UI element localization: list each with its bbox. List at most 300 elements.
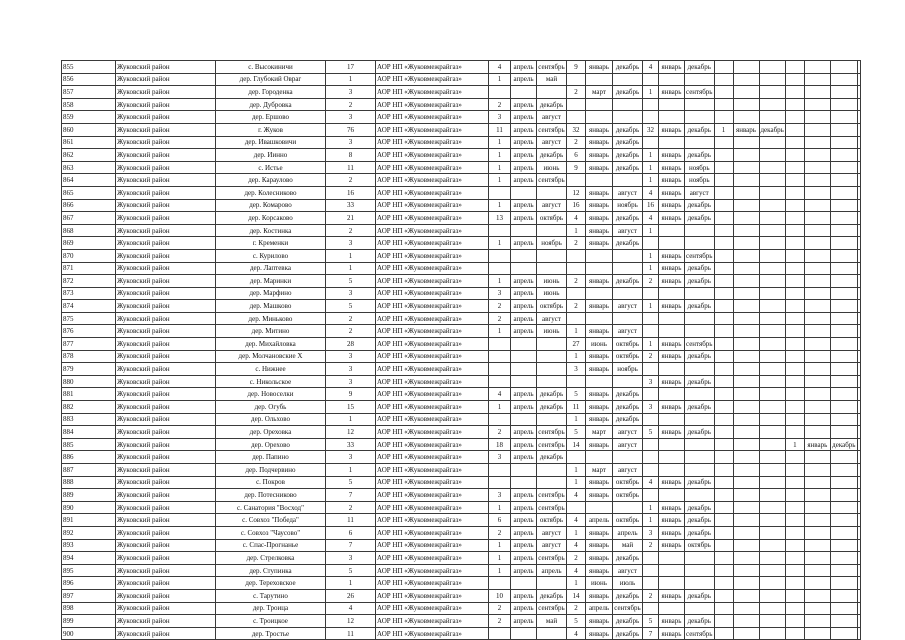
cell-a_from [511, 413, 537, 426]
cell-e3 [830, 627, 857, 640]
cell-c_from [659, 438, 685, 451]
table-row [62, 564, 861, 577]
cell-a_to [537, 375, 567, 388]
cell-a_from: апрель [511, 526, 537, 539]
cell-e3 [830, 123, 857, 136]
cell-a_from: апрель [511, 123, 537, 136]
cell-settlement: дер. Городенка [216, 86, 326, 99]
cell-operator: АОР НП «Жуковмежрайгаз» [376, 539, 489, 552]
cell-c_to: декабрь [685, 375, 715, 388]
cell-e4 [857, 186, 860, 199]
cell-count: 26 [326, 589, 376, 602]
cell-operator: АОР НП «Жуковмежрайгаз» [376, 249, 489, 262]
cell-e1 [785, 174, 804, 187]
cell-c_to [685, 224, 715, 237]
cell-a_n: 1 [489, 149, 511, 162]
cell-e4 [857, 149, 860, 162]
cell-c_to: ноябрь [685, 174, 715, 187]
cell-e1 [785, 388, 804, 401]
cell-d_from [733, 61, 759, 74]
cell-b_from [586, 262, 613, 275]
cell-d_to [759, 615, 785, 628]
cell-settlement: дер. Марфино [216, 287, 326, 300]
cell-district: Жуковский район [116, 501, 216, 514]
cell-b_from: январь [586, 237, 613, 250]
cell-b_to [613, 73, 643, 86]
cell-b_from [586, 312, 613, 325]
cell-e1 [785, 73, 804, 86]
table-row [62, 501, 861, 514]
cell-c_n [643, 111, 659, 124]
cell-d_to [759, 136, 785, 149]
cell-a_from: апрель [511, 312, 537, 325]
cell-b_to [613, 312, 643, 325]
cell-d_to [759, 627, 785, 640]
cell-a_from: апрель [511, 539, 537, 552]
cell-c_to: декабрь [685, 426, 715, 439]
cell-b_from: июнь [586, 338, 613, 351]
table-row [62, 224, 861, 237]
cell-settlement: дер. Митино [216, 325, 326, 338]
cell-b_n: 1 [567, 526, 586, 539]
cell-district: Жуковский район [116, 161, 216, 174]
cell-d_n [714, 627, 733, 640]
cell-b_n: 2 [567, 300, 586, 313]
cell-operator: АОР НП «Жуковмежрайгаз» [376, 363, 489, 376]
cell-e2 [804, 526, 830, 539]
cell-c_to: декабрь [685, 262, 715, 275]
table-row [62, 174, 861, 187]
cell-d_to [759, 149, 785, 162]
cell-e2 [804, 199, 830, 212]
cell-e1 [785, 564, 804, 577]
cell-a_from: апрель [511, 199, 537, 212]
cell-district: Жуковский район [116, 615, 216, 628]
cell-settlement: дер. Подчервино [216, 464, 326, 477]
cell-c_from: январь [659, 338, 685, 351]
cell-e3 [830, 161, 857, 174]
cell-settlement: дер. Иинно [216, 149, 326, 162]
cell-d_from [733, 111, 759, 124]
cell-b_to: декабрь [613, 61, 643, 74]
cell-d_from [733, 589, 759, 602]
cell-count: 7 [326, 489, 376, 502]
cell-e3 [830, 526, 857, 539]
cell-b_n [567, 249, 586, 262]
cell-e1 [785, 552, 804, 565]
cell-b_to [613, 98, 643, 111]
cell-b_to: август [613, 224, 643, 237]
cell-district: Жуковский район [116, 589, 216, 602]
cell-e3 [830, 451, 857, 464]
cell-district: Жуковский район [116, 388, 216, 401]
cell-d_to [759, 161, 785, 174]
cell-b_to: декабрь [613, 161, 643, 174]
cell-settlement: дер. Дубровка [216, 98, 326, 111]
cell-e4 [857, 476, 860, 489]
cell-district: Жуковский район [116, 123, 216, 136]
cell-d_to [759, 186, 785, 199]
cell-settlement: дер. Орехово [216, 438, 326, 451]
cell-d_from [733, 401, 759, 414]
cell-d_to [759, 275, 785, 288]
cell-count: 5 [326, 476, 376, 489]
cell-count: 16 [326, 186, 376, 199]
cell-d_from [733, 602, 759, 615]
cell-d_from [733, 224, 759, 237]
cell-b_n [567, 174, 586, 187]
cell-c_from: январь [659, 199, 685, 212]
cell-d_from [733, 186, 759, 199]
cell-operator: АОР НП «Жуковмежрайгаз» [376, 552, 489, 565]
cell-count: 11 [326, 514, 376, 527]
cell-a_from [511, 338, 537, 351]
cell-a_from [511, 375, 537, 388]
cell-settlement: дер. Потесниково [216, 489, 326, 502]
cell-d_to [759, 111, 785, 124]
cell-d_n [714, 212, 733, 225]
cell-a_from: апрель [511, 426, 537, 439]
cell-settlement: дер. Тереховское [216, 577, 326, 590]
cell-e2 [804, 589, 830, 602]
cell-e4 [857, 501, 860, 514]
cell-b_n: 9 [567, 161, 586, 174]
cell-c_n: 2 [643, 275, 659, 288]
cell-a_n [489, 627, 511, 640]
cell-e1 [785, 287, 804, 300]
table-row [62, 338, 861, 351]
cell-e4 [857, 589, 860, 602]
cell-b_n: 1 [567, 464, 586, 477]
cell-e1 [785, 98, 804, 111]
table-row [62, 489, 861, 502]
cell-d_from [733, 149, 759, 162]
cell-e3 [830, 237, 857, 250]
cell-c_n: 4 [643, 212, 659, 225]
cell-e2 [804, 86, 830, 99]
cell-e4 [857, 464, 860, 477]
cell-b_to: декабрь [613, 86, 643, 99]
cell-a_n [489, 464, 511, 477]
cell-d_n [714, 363, 733, 376]
cell-d_n [714, 489, 733, 502]
cell-b_from [586, 501, 613, 514]
cell-b_to: ноябрь [613, 199, 643, 212]
cell-a_to [537, 627, 567, 640]
cell-d_n [714, 514, 733, 527]
cell-count: 2 [326, 325, 376, 338]
cell-b_from [586, 98, 613, 111]
cell-b_n [567, 98, 586, 111]
cell-a_to: сентябрь [537, 61, 567, 74]
cell-b_from: январь [586, 564, 613, 577]
cell-a_n: 3 [489, 287, 511, 300]
cell-e3 [830, 73, 857, 86]
cell-e4 [857, 413, 860, 426]
cell-a_to: июнь [537, 161, 567, 174]
cell-e2 [804, 451, 830, 464]
cell-d_to: декабрь [759, 123, 785, 136]
cell-a_to: апрель [537, 564, 567, 577]
cell-district: Жуковский район [116, 73, 216, 86]
cell-e2 [804, 426, 830, 439]
cell-e3: декабрь [830, 438, 857, 451]
cell-a_to: декабрь [537, 451, 567, 464]
cell-d_to [759, 552, 785, 565]
cell-e3 [830, 275, 857, 288]
cell-district: Жуковский район [116, 489, 216, 502]
cell-a_from: апрель [511, 161, 537, 174]
cell-c_to [685, 98, 715, 111]
cell-num: 881 [62, 388, 116, 401]
cell-a_to: октябрь [537, 212, 567, 225]
cell-c_n: 3 [643, 526, 659, 539]
cell-b_from: январь [586, 539, 613, 552]
cell-operator: АОР НП «Жуковмежрайгаз» [376, 375, 489, 388]
cell-a_from [511, 363, 537, 376]
cell-settlement: с. Санатория "Восход" [216, 501, 326, 514]
cell-e3 [830, 224, 857, 237]
cell-b_n: 27 [567, 338, 586, 351]
cell-settlement: с. Никольское [216, 375, 326, 388]
cell-c_n [643, 602, 659, 615]
cell-c_n: 5 [643, 615, 659, 628]
cell-a_from: апрель [511, 300, 537, 313]
cell-d_from [733, 476, 759, 489]
cell-d_n [714, 552, 733, 565]
cell-b_to: декабрь [613, 237, 643, 250]
cell-b_n: 1 [567, 325, 586, 338]
cell-e2 [804, 577, 830, 590]
cell-c_n: 4 [643, 61, 659, 74]
cell-operator: АОР НП «Жуковмежрайгаз» [376, 338, 489, 351]
cell-b_to: декабрь [613, 627, 643, 640]
cell-c_to [685, 552, 715, 565]
cell-c_to: декабрь [685, 300, 715, 313]
cell-e4 [857, 237, 860, 250]
cell-b_n: 4 [567, 514, 586, 527]
cell-district: Жуковский район [116, 627, 216, 640]
cell-e1 [785, 149, 804, 162]
cell-a_from [511, 224, 537, 237]
cell-d_n [714, 602, 733, 615]
cell-c_to: декабрь [685, 501, 715, 514]
cell-d_to [759, 174, 785, 187]
cell-b_n: 1 [567, 350, 586, 363]
cell-b_from: январь [586, 526, 613, 539]
cell-b_to: декабрь [613, 413, 643, 426]
cell-c_from [659, 363, 685, 376]
cell-c_from: январь [659, 539, 685, 552]
table-row [62, 300, 861, 313]
cell-operator: АОР НП «Жуковмежрайгаз» [376, 476, 489, 489]
cell-count: 3 [326, 552, 376, 565]
cell-d_to [759, 287, 785, 300]
cell-e4 [857, 136, 860, 149]
cell-d_from [733, 363, 759, 376]
cell-b_n: 2 [567, 275, 586, 288]
cell-b_from: январь [586, 363, 613, 376]
cell-district: Жуковский район [116, 526, 216, 539]
cell-c_n: 1 [643, 501, 659, 514]
cell-e2 [804, 275, 830, 288]
cell-c_from [659, 577, 685, 590]
cell-c_to [685, 136, 715, 149]
cell-e4 [857, 401, 860, 414]
cell-district: Жуковский район [116, 602, 216, 615]
cell-count: 3 [326, 451, 376, 464]
cell-e2 [804, 363, 830, 376]
cell-count: 3 [326, 111, 376, 124]
cell-c_from [659, 325, 685, 338]
cell-count: 6 [326, 526, 376, 539]
cell-b_from: январь [586, 300, 613, 313]
cell-count: 21 [326, 212, 376, 225]
cell-c_to [685, 464, 715, 477]
cell-district: Жуковский район [116, 300, 216, 313]
cell-e4 [857, 375, 860, 388]
cell-c_n: 3 [643, 375, 659, 388]
cell-c_from: январь [659, 262, 685, 275]
cell-b_n: 2 [567, 136, 586, 149]
cell-e1 [785, 627, 804, 640]
cell-b_from: апрель [586, 602, 613, 615]
cell-operator: АОР НП «Жуковмежрайгаз» [376, 61, 489, 74]
cell-a_to: август [537, 539, 567, 552]
cell-b_n: 9 [567, 61, 586, 74]
cell-e4 [857, 564, 860, 577]
cell-e3 [830, 350, 857, 363]
cell-c_to: декабрь [685, 350, 715, 363]
cell-num: 873 [62, 287, 116, 300]
cell-c_n: 1 [643, 338, 659, 351]
cell-a_n: 1 [489, 564, 511, 577]
cell-a_n: 1 [489, 174, 511, 187]
cell-c_from [659, 552, 685, 565]
cell-e2 [804, 136, 830, 149]
cell-a_n: 6 [489, 514, 511, 527]
cell-b_n: 5 [567, 426, 586, 439]
cell-num: 860 [62, 123, 116, 136]
cell-e3 [830, 539, 857, 552]
table-row [62, 627, 861, 640]
cell-b_n [567, 312, 586, 325]
cell-a_to: май [537, 615, 567, 628]
cell-count: 11 [326, 161, 376, 174]
cell-e4 [857, 73, 860, 86]
cell-e3 [830, 212, 857, 225]
cell-settlement: дер. Костинка [216, 224, 326, 237]
cell-a_n: 2 [489, 300, 511, 313]
cell-d_n [714, 451, 733, 464]
cell-c_n [643, 564, 659, 577]
cell-b_to: декабрь [613, 589, 643, 602]
cell-e2 [804, 249, 830, 262]
cell-district: Жуковский район [116, 262, 216, 275]
cell-e2 [804, 388, 830, 401]
cell-a_n: 1 [489, 539, 511, 552]
cell-d_n: 1 [714, 123, 733, 136]
cell-num: 868 [62, 224, 116, 237]
cell-b_n [567, 451, 586, 464]
cell-a_from [511, 262, 537, 275]
cell-count: 28 [326, 338, 376, 351]
cell-c_to [685, 413, 715, 426]
cell-a_from: апрель [511, 149, 537, 162]
cell-d_from [733, 577, 759, 590]
cell-operator: АОР НП «Жуковмежрайгаз» [376, 325, 489, 338]
cell-d_n [714, 438, 733, 451]
cell-c_to [685, 73, 715, 86]
cell-a_to: декабрь [537, 589, 567, 602]
cell-d_from [733, 464, 759, 477]
cell-c_from [659, 73, 685, 86]
cell-settlement: дер. Папино [216, 451, 326, 464]
cell-num: 880 [62, 375, 116, 388]
cell-e4 [857, 363, 860, 376]
cell-e1 [785, 312, 804, 325]
cell-a_to: июнь [537, 325, 567, 338]
cell-operator: АОР НП «Жуковмежрайгаз» [376, 577, 489, 590]
cell-b_from: март [586, 86, 613, 99]
cell-num: 874 [62, 300, 116, 313]
cell-e4 [857, 300, 860, 313]
cell-e1 [785, 224, 804, 237]
cell-b_n: 1 [567, 577, 586, 590]
cell-e4 [857, 199, 860, 212]
cell-count: 1 [326, 464, 376, 477]
cell-a_from: апрель [511, 564, 537, 577]
cell-c_from [659, 602, 685, 615]
cell-d_from [733, 312, 759, 325]
cell-a_to: сентябрь [537, 552, 567, 565]
cell-d_to [759, 602, 785, 615]
cell-a_to: май [537, 73, 567, 86]
cell-settlement: с. Тарутино [216, 589, 326, 602]
cell-d_to [759, 300, 785, 313]
cell-d_from [733, 199, 759, 212]
cell-num: 892 [62, 526, 116, 539]
cell-num: 870 [62, 249, 116, 262]
cell-e3 [830, 136, 857, 149]
cell-a_from: апрель [511, 136, 537, 149]
cell-d_n [714, 275, 733, 288]
cell-b_n [567, 287, 586, 300]
cell-e2 [804, 312, 830, 325]
cell-d_from [733, 249, 759, 262]
table-row [62, 438, 861, 451]
cell-count: 1 [326, 262, 376, 275]
cell-e2 [804, 237, 830, 250]
cell-b_n: 1 [567, 413, 586, 426]
cell-e3 [830, 86, 857, 99]
cell-count: 33 [326, 438, 376, 451]
cell-d_from [733, 489, 759, 502]
cell-a_to: июнь [537, 287, 567, 300]
cell-a_from: апрель [511, 514, 537, 527]
cell-a_to: сентябрь [537, 123, 567, 136]
cell-d_to [759, 489, 785, 502]
cell-d_to [759, 237, 785, 250]
cell-a_from: апрель [511, 451, 537, 464]
cell-d_to [759, 86, 785, 99]
cell-d_n [714, 501, 733, 514]
cell-d_n [714, 174, 733, 187]
cell-settlement: дер. Стрелковка [216, 552, 326, 565]
cell-d_to [759, 451, 785, 464]
cell-e3 [830, 262, 857, 275]
cell-e1 [785, 275, 804, 288]
